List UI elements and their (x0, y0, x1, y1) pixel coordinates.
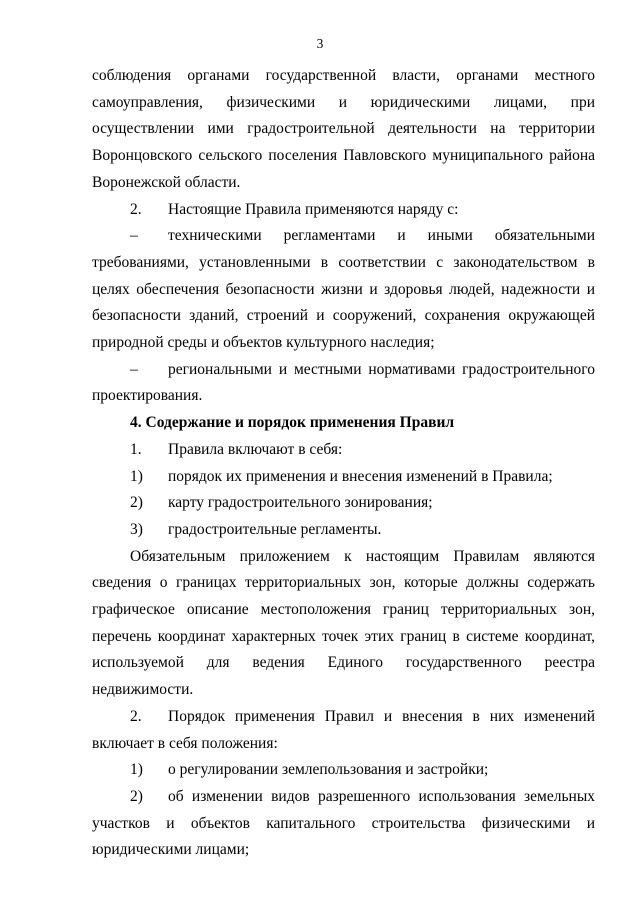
list-item-text: Настоящие Правила применяются наряду с: (168, 200, 459, 218)
dash-bullet: – (130, 360, 138, 378)
sub-item-text-wrap (92, 787, 595, 864)
page-number: 3 (316, 36, 324, 51)
sub-item-3 (92, 517, 595, 544)
sub-item-number: 1) (130, 761, 143, 779)
sub-item-text: порядок их применения и внесения изменений в Правила; (168, 467, 553, 485)
dash-item-1 (92, 223, 595, 357)
s2-sub-item-2 (92, 784, 595, 864)
section-heading: 4. Содержание и порядок применения Правил (130, 414, 455, 432)
dash-item-2 (92, 357, 595, 410)
list-item-s2-text: Порядок применения Правил и внесения в них изменений включает в себя положения: (92, 707, 595, 752)
sub-item-text: карту градостроительного зонирования; (168, 494, 433, 512)
list-item-number: 2. (130, 200, 142, 218)
sub-item-text: градостроительные регламенты. (168, 520, 382, 538)
paragraph-appendix: Обязательным приложением к настоящим Правилам являются сведения о границах территориальных зон, которые должны содержать графическое описание местоположения границ территориальных зон, перечень координат характерных точек этих границ в системе координат, используемой для ведения Единого государственного реестра недвижимости. (92, 547, 595, 699)
sub-item-1 (92, 464, 595, 491)
sub-item-number: 2) (130, 787, 143, 805)
paragraph-intro: соблюдения органами государственной власти, органами местного самоуправления, физическими и юридическими лицами, при осуществлении ими градостроительной деятельности на территории Воронцовского сельского поселения Павловского муниципального района Воронежской области. (92, 67, 595, 191)
dash-bullet: – (130, 227, 138, 245)
list-item-s1 (92, 437, 595, 464)
dash-item-2-text: региональными и местными нормативами градостроительного проектирования. (92, 360, 595, 405)
s2-sub-item-1 (92, 757, 595, 784)
s2-sub-item-2-text: об изменении видов разрешенного использования земельных участков и объектов капитального строительства физическими и юридическими лицами; (92, 787, 595, 859)
sub-item-number: 3) (130, 520, 143, 538)
list-item-number: 2. (130, 707, 142, 725)
dash-item-1-text: техническими регламентами и иными обязательными требованиями, установленными в соответствии с законодательством в целях обеспечения безопасности жизни и здоровья людей, надежности и безопасности зданий, строений и сооружений, сохранения окружающей природной среды и объектов культурного наследия; (92, 227, 595, 352)
list-item-text: Правила включают в себя: (168, 440, 343, 458)
list-item-2 (92, 197, 595, 224)
sub-item-number: 1) (130, 467, 143, 485)
list-item-s2 (92, 704, 595, 757)
dash-item-text (92, 360, 595, 410)
sub-item-2 (92, 490, 595, 517)
list-item-text-wrap (92, 707, 595, 758)
page-content (92, 63, 595, 864)
list-item-number: 1. (130, 440, 142, 458)
dash-item-text (92, 227, 595, 357)
sub-item-number: 2) (130, 494, 143, 512)
sub-item-text: о регулировании землепользования и застройки; (168, 761, 489, 779)
